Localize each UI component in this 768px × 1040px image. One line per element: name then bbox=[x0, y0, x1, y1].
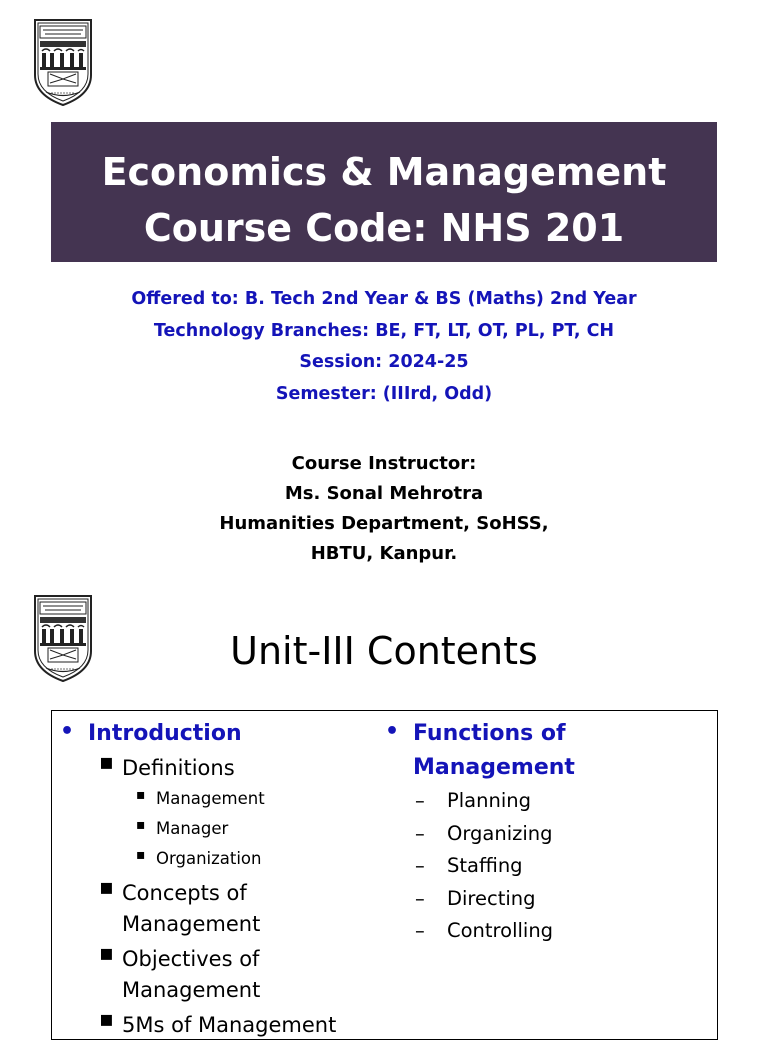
list-heading-functions: • Functions of Management bbox=[377, 717, 717, 785]
square-bullet-icon: ▪ bbox=[136, 817, 146, 833]
instructor-heading: Course Instructor: bbox=[291, 453, 477, 474]
square-bullet-icon: ▪ bbox=[99, 941, 114, 966]
dash-bullet-icon: – bbox=[415, 919, 425, 943]
function-organizing: – Organizing bbox=[377, 818, 717, 851]
instructor-institution: HBTU, Kanpur. bbox=[310, 543, 458, 564]
square-bullet-icon: ▪ bbox=[136, 847, 146, 863]
offered-to: Offered to: B. Tech 2nd Year & BS (Maths) 2nd Year bbox=[131, 289, 637, 309]
dash-bullet-icon: – bbox=[415, 854, 425, 878]
bullet-icon: • bbox=[385, 719, 400, 744]
dash-bullet-icon: – bbox=[415, 821, 425, 845]
function-staffing: – Staffing bbox=[377, 850, 717, 883]
square-bullet-icon: ▪ bbox=[99, 1007, 114, 1032]
university-emblem-icon bbox=[32, 17, 94, 107]
dash-bullet-icon: – bbox=[415, 789, 425, 812]
square-bullet-icon: ▪ bbox=[136, 787, 146, 803]
contents-right-column bbox=[377, 711, 717, 948]
bullet-icon: • bbox=[60, 719, 75, 744]
list-item-5ms: ▪ 5Ms of Management bbox=[52, 1010, 372, 1040]
list-heading-introduction: • Introduction bbox=[52, 717, 372, 751]
list-subitem-manager: ▪ Manager bbox=[52, 814, 372, 844]
offer-details bbox=[0, 284, 768, 410]
function-controlling: – Controlling bbox=[377, 915, 717, 948]
course-code: Course Code: NHS 201 bbox=[143, 206, 625, 250]
semester: Semester: (IIIrd, Odd) bbox=[275, 383, 493, 404]
university-logo bbox=[32, 17, 94, 107]
contents-box bbox=[51, 710, 718, 1040]
course-title: Economics & Management bbox=[101, 150, 667, 194]
list-item-concepts: ▪ Concepts of Management bbox=[52, 878, 372, 940]
instructor-department: Humanities Department, SoHSS, bbox=[219, 513, 549, 534]
session: Session: 2024-25 bbox=[299, 352, 469, 373]
function-directing: – Directing bbox=[377, 883, 717, 916]
square-bullet-icon: ▪ bbox=[99, 750, 114, 775]
technology-branches: Technology Branches: BE, FT, LT, OT, PL, PT, CH bbox=[153, 320, 615, 341]
contents-left-column bbox=[52, 711, 372, 1040]
instructor-block bbox=[0, 449, 768, 569]
square-bullet-icon: ▪ bbox=[99, 875, 114, 900]
dash-bullet-icon: – bbox=[415, 886, 425, 910]
unit-title: Unit-III Contents bbox=[230, 629, 538, 673]
instructor-name: Ms. Sonal Mehrotra bbox=[284, 483, 484, 504]
list-subitem-organization: ▪ Organization bbox=[52, 844, 372, 874]
list-item-definitions: ▪ Definitions bbox=[52, 753, 372, 784]
title-banner bbox=[51, 122, 717, 262]
list-item-objectives: ▪ Objectives of Management bbox=[52, 944, 372, 1006]
function-planning: – Planning bbox=[377, 785, 717, 818]
list-subitem-management: ▪ Management bbox=[52, 784, 372, 814]
